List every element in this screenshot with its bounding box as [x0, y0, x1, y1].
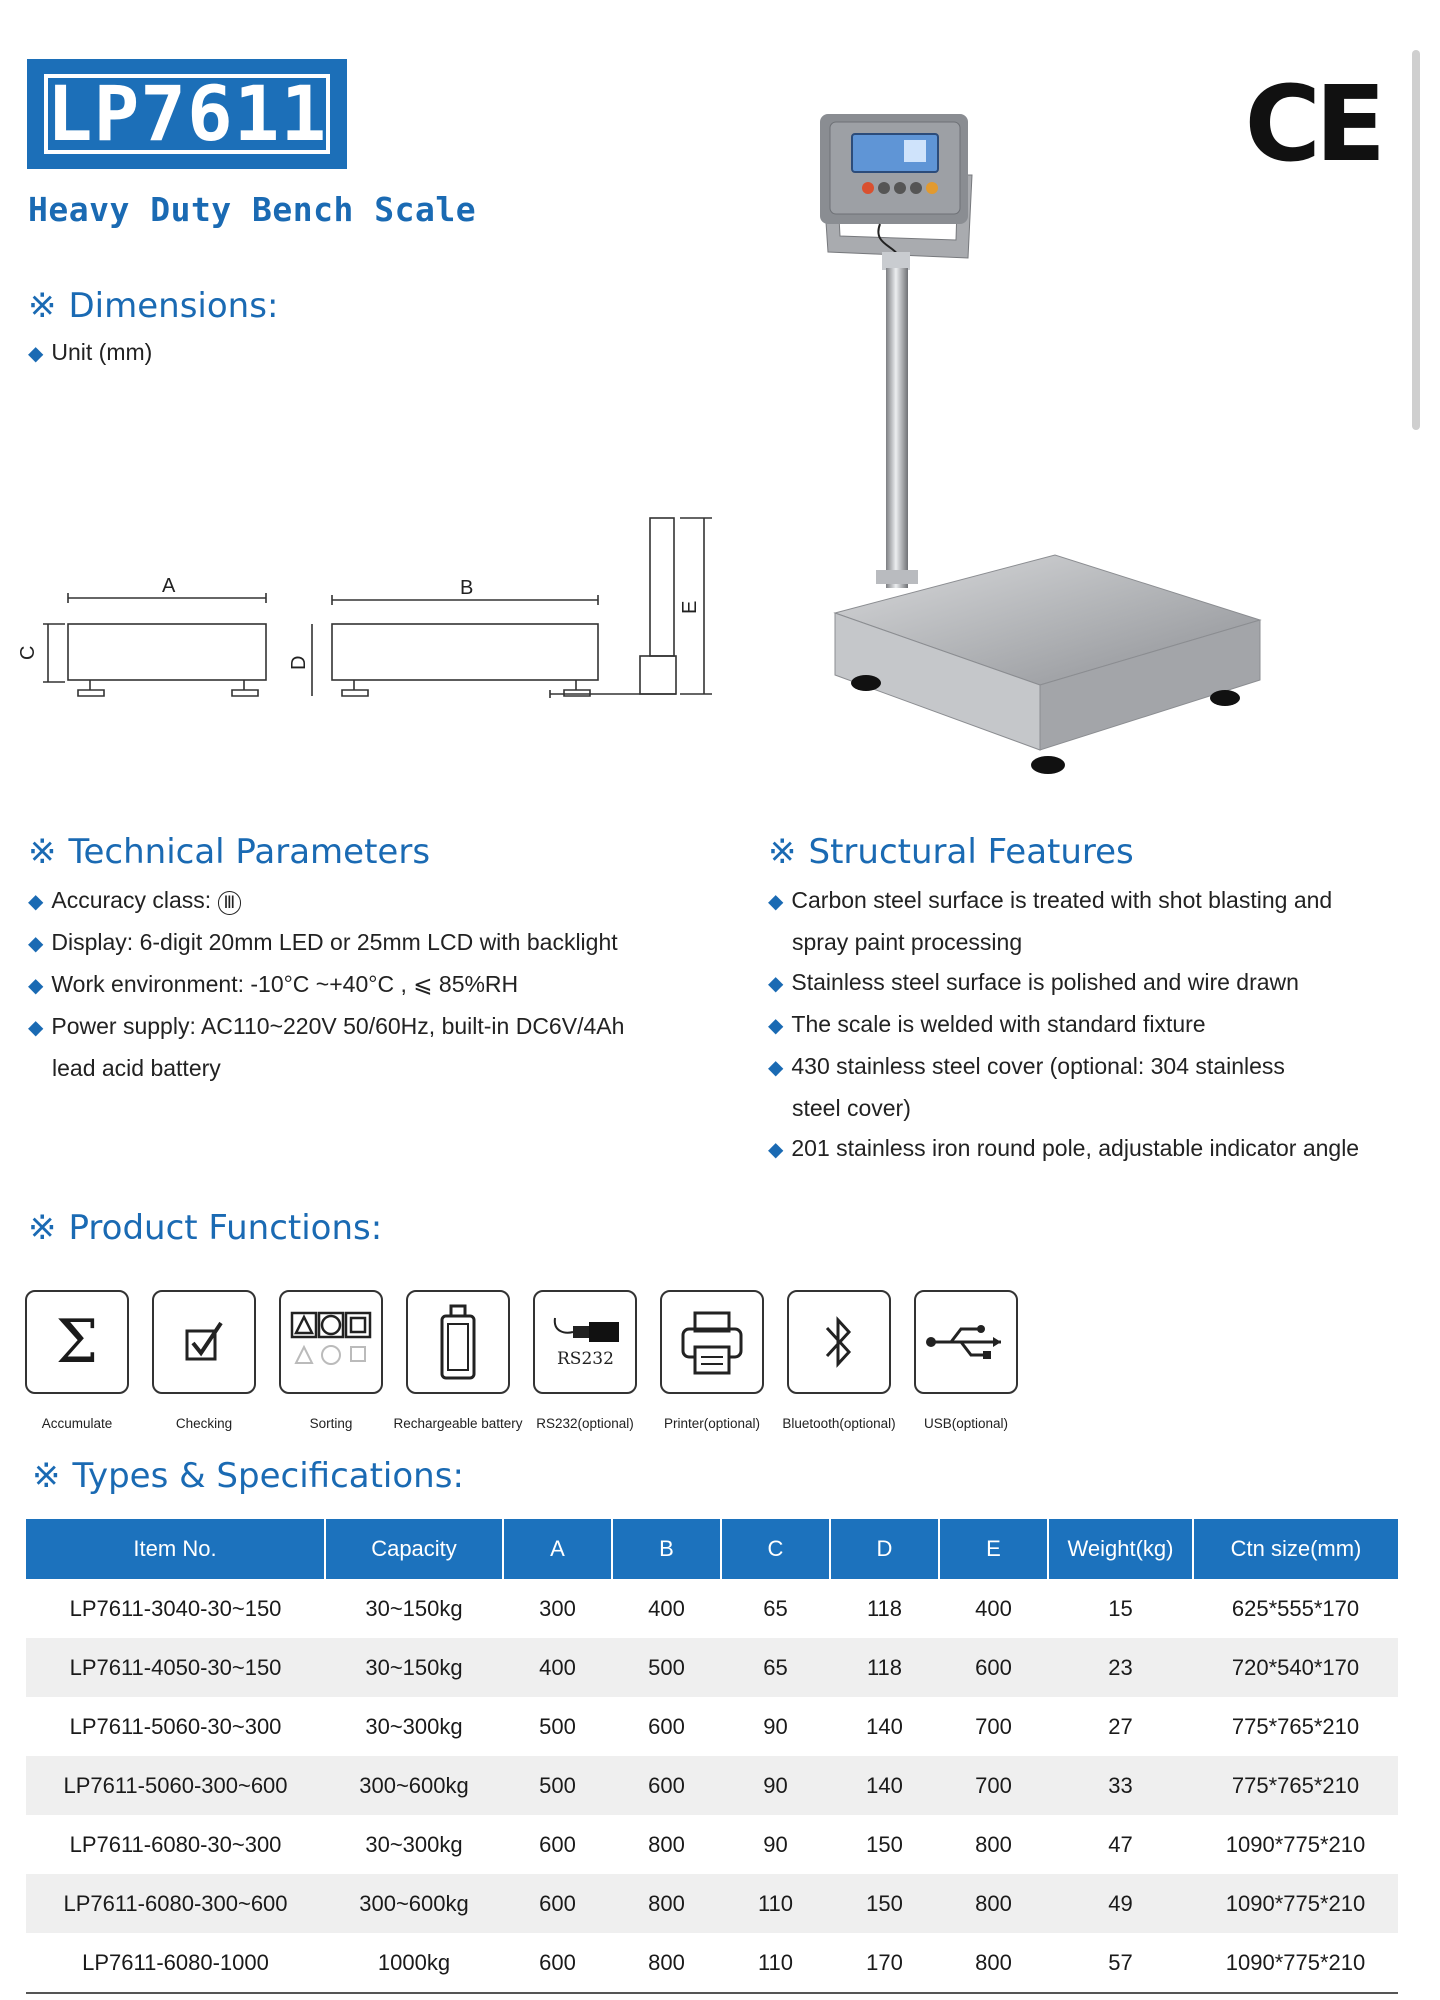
table-cell: 400	[975, 1595, 1012, 1621]
table-cell: 700	[975, 1713, 1012, 1739]
table-row	[26, 1697, 1398, 1756]
table-cell: 800	[975, 1831, 1012, 1857]
rs232-icon-text: RS232	[557, 1349, 614, 1369]
table-cell: LP7611-6080-300~600	[26, 1874, 325, 1933]
table-cell: LP7611-5060-300~600	[26, 1756, 325, 1815]
table-cell: 170	[830, 1933, 939, 1993]
checkbox-icon	[152, 1290, 256, 1394]
accuracy-class-symbol: Ⅲ	[218, 891, 242, 915]
table-row	[26, 1579, 1398, 1638]
power-item-continued: lead acid battery	[52, 1055, 221, 1081]
table-cell: 600	[648, 1713, 685, 1739]
structural-heading: ※ Structural Features	[768, 832, 1134, 872]
table-cell: LP7611-5060-30~300	[69, 1713, 282, 1739]
technical-list	[28, 880, 728, 1088]
table-cell: 118	[866, 1595, 903, 1621]
dimensions-unit: ◆ Unit (mm)	[28, 339, 153, 365]
dim-label-d: D	[288, 655, 310, 670]
shapes-icon	[279, 1290, 383, 1394]
table-cell: 65	[763, 1595, 788, 1621]
table-cell: 800	[612, 1933, 721, 1993]
table-cell: 47	[1108, 1831, 1133, 1857]
model-title: LP7611	[46, 69, 328, 158]
table-cell: 500	[503, 1756, 612, 1815]
table-cell: 1000kg	[325, 1933, 503, 1993]
table-cell: 775*765*210	[1193, 1756, 1398, 1815]
column-header: Capacity	[325, 1519, 503, 1579]
table-cell: 1090*775*210	[1193, 1933, 1398, 1993]
table-cell: 400	[503, 1638, 612, 1697]
table-cell: 800	[939, 1933, 1048, 1993]
table-cell: 49	[1048, 1874, 1193, 1933]
table-cell: 600	[503, 1933, 612, 1993]
table-cell: 90	[763, 1831, 788, 1857]
function-label-printer: Printer(optional)	[663, 1416, 761, 1431]
table-cell: 800	[648, 1831, 685, 1857]
column-header: E	[939, 1519, 1048, 1579]
function-label-usb: USB(optional)	[923, 1416, 1009, 1431]
table-cell: 110	[721, 1874, 830, 1933]
feature-item: ◆ Stainless steel surface is polished and wire drawn	[768, 969, 1299, 995]
display-item: ◆ Display: 6-digit 20mm LED or 25mm LCD with backlight	[28, 929, 618, 955]
table-cell: 800	[612, 1874, 721, 1933]
feature-item-continued: spray paint processing	[792, 929, 1023, 955]
table-cell: 600	[539, 1831, 576, 1857]
function-label-bluetooth: Bluetooth(optional)	[782, 1416, 896, 1431]
diamond-bullet-icon: ◆	[768, 1015, 784, 1037]
feature-item: ◆ 430 stainless steel cover (optional: 304 stainless	[768, 1053, 1285, 1079]
table-cell: 30~150kg	[365, 1595, 463, 1621]
table-cell: 23	[1048, 1638, 1193, 1697]
table-cell: 30~300kg	[365, 1713, 463, 1739]
function-label-rs232: RS232(optional)	[536, 1416, 634, 1431]
table-cell: 110	[721, 1933, 830, 1993]
bluetooth-icon	[787, 1290, 891, 1394]
table-header-row	[26, 1519, 1398, 1579]
table-cell: 140	[830, 1756, 939, 1815]
scrollbar[interactable]	[1412, 50, 1420, 430]
column-header: B	[612, 1519, 721, 1579]
function-label-battery: Rechargeable battery	[393, 1416, 523, 1431]
table-cell: 300~600kg	[325, 1874, 503, 1933]
feature-item-continued: steel cover)	[792, 1095, 911, 1121]
diamond-bullet-icon: ◆	[768, 1057, 784, 1079]
table-cell: 300~600kg	[325, 1756, 503, 1815]
rs232-icon	[533, 1290, 637, 1394]
table-cell: 30~150kg	[325, 1638, 503, 1697]
table-cell: 720*540*170	[1193, 1638, 1398, 1697]
usb-icon	[914, 1290, 1018, 1394]
product-subtitle: Heavy Duty Bench Scale	[28, 190, 477, 229]
model-logo	[30, 62, 344, 166]
table-row	[26, 1874, 1398, 1933]
table-cell: 1090*775*210	[1193, 1874, 1398, 1933]
diamond-bullet-icon: ◆	[28, 1017, 44, 1039]
table-row	[26, 1638, 1398, 1697]
table-cell: LP7611-6080-1000	[26, 1933, 325, 1993]
diamond-bullet-icon: ◆	[28, 975, 44, 997]
table-cell: 800	[939, 1874, 1048, 1933]
table-row	[26, 1933, 1398, 1993]
diamond-bullet-icon: ◆	[768, 973, 784, 995]
dimensions-heading: ※ Dimensions:	[28, 286, 279, 326]
table-cell: 600	[939, 1638, 1048, 1697]
table-cell: 65	[721, 1638, 830, 1697]
specs-table	[26, 1519, 1398, 1994]
table-cell: 400	[648, 1595, 685, 1621]
column-header: C	[721, 1519, 830, 1579]
functions-heading: ※ Product Functions:	[28, 1208, 383, 1248]
table-cell: 27	[1108, 1713, 1133, 1739]
table-cell: 118	[830, 1638, 939, 1697]
dim-label-a: A	[162, 575, 176, 597]
dimension-diagram	[17, 500, 740, 730]
table-cell: 30~300kg	[365, 1831, 463, 1857]
table-cell: 600	[612, 1756, 721, 1815]
column-header: Weight(kg)	[1048, 1519, 1193, 1579]
column-header: Ctn size(mm)	[1193, 1519, 1398, 1579]
bench-scale-image	[800, 100, 1300, 780]
table-cell: 500	[539, 1713, 576, 1739]
table-cell: 1090*775*210	[1225, 1831, 1366, 1857]
sigma-icon: Σ	[25, 1290, 129, 1394]
printer-icon	[660, 1290, 764, 1394]
table-cell: 140	[866, 1713, 903, 1739]
table-cell: LP7611-6080-30~300	[69, 1831, 282, 1857]
ce-mark: CE	[1244, 63, 1380, 185]
diamond-bullet-icon: ◆	[28, 933, 44, 955]
table-cell: 600	[503, 1874, 612, 1933]
table-cell: 15	[1108, 1595, 1133, 1621]
feature-item: ◆ 201 stainless iron round pole, adjustable indicator angle	[768, 1135, 1360, 1161]
table-cell: 150	[866, 1831, 903, 1857]
dim-label-b: B	[460, 577, 474, 599]
column-header: A	[503, 1519, 612, 1579]
table-cell: LP7611-4050-30~150	[26, 1638, 325, 1697]
table-cell: 57	[1048, 1933, 1193, 1993]
diamond-bullet-icon: ◆	[768, 1139, 784, 1161]
structural-list	[768, 880, 1408, 1170]
function-label-checking: Checking	[175, 1416, 233, 1431]
technical-heading: ※ Technical Parameters	[28, 832, 431, 872]
table-cell: 90	[763, 1713, 788, 1739]
table-cell: 90	[721, 1756, 830, 1815]
column-header: D	[830, 1519, 939, 1579]
table-cell: 300	[539, 1595, 576, 1621]
table-cell: 775*765*210	[1231, 1713, 1360, 1739]
battery-icon	[406, 1290, 510, 1394]
feature-item: ◆ The scale is welded with standard fixture	[768, 1011, 1206, 1037]
table-cell: 700	[939, 1756, 1048, 1815]
column-header: Item No.	[26, 1519, 325, 1579]
table-cell: 150	[830, 1874, 939, 1933]
power-item: ◆ Power supply: AC110~220V 50/60Hz, built-in DC6V/4Ah	[28, 1013, 625, 1039]
function-label-accumulate: Accumulate	[41, 1416, 113, 1431]
diamond-bullet-icon: ◆	[768, 891, 784, 913]
table-row	[26, 1815, 1398, 1874]
table-cell: 33	[1048, 1756, 1193, 1815]
function-label-sorting: Sorting	[309, 1416, 353, 1431]
environment-item: ◆ Work environment: -10°C ~+40°C , ⩽ 85%RH	[28, 971, 519, 997]
table-row	[26, 1756, 1398, 1815]
specs-heading: ※ Types & Specifications:	[32, 1456, 464, 1496]
diamond-bullet-icon: ◆	[28, 343, 44, 365]
dim-label-c: C	[17, 645, 39, 660]
accuracy-item: ◆ Accuracy class: Ⅲ	[28, 880, 728, 922]
table-cell: 625*555*170	[1231, 1595, 1360, 1621]
table-cell: LP7611-3040-30~150	[69, 1595, 282, 1621]
table-cell: 500	[612, 1638, 721, 1697]
dim-label-e: E	[679, 600, 701, 614]
diamond-bullet-icon: ◆	[28, 891, 44, 913]
feature-item: ◆ Carbon steel surface is treated with shot blasting and	[768, 887, 1333, 913]
